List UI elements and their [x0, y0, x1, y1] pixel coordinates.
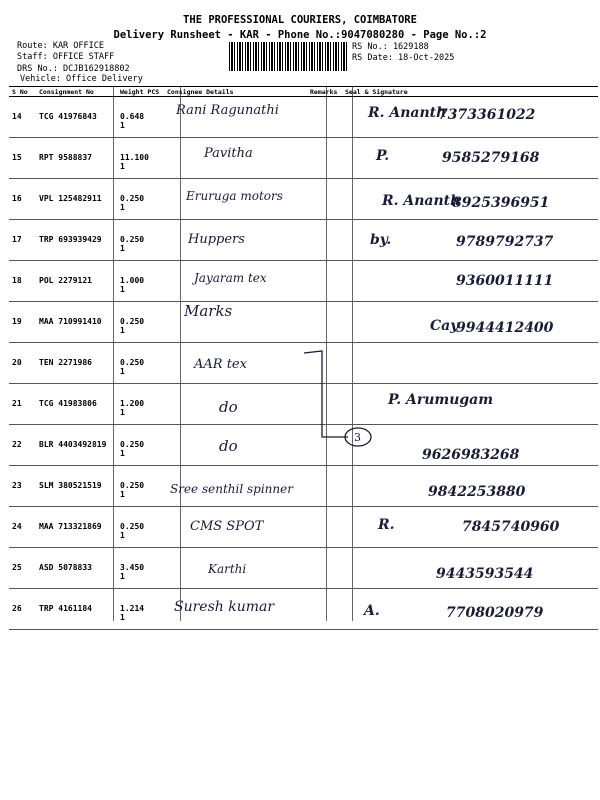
sno-cell: 25: [9, 548, 36, 589]
phone-handwriting: 7708020979: [446, 605, 544, 621]
weight-cell: [117, 220, 164, 261]
signature-cell: [342, 548, 598, 589]
signature-cell: [342, 97, 598, 138]
consignee-cell: [164, 548, 307, 589]
col-consignee: Consignee Details: [164, 87, 307, 97]
phone-handwriting: 7373361022: [438, 107, 536, 123]
bracket-count: 3: [354, 431, 361, 444]
remarks-cell: [307, 507, 342, 548]
sno-cell: 18: [9, 261, 36, 302]
bracket-annotation: [300, 345, 380, 455]
signature-handwriting: A.: [364, 603, 380, 619]
phone-handwriting: 9360011111: [456, 273, 554, 289]
consignee-cell: [164, 343, 307, 384]
remarks-cell: [307, 548, 342, 589]
pcs-value: 1: [120, 121, 125, 130]
sno-cell: 15: [9, 138, 36, 179]
drs-label: DRS No.: DCJB162918802: [17, 64, 130, 74]
consignee-handwriting: CMS SPOT: [190, 519, 264, 534]
sno-cell: 14: [9, 97, 36, 138]
consignee-handwriting: Eruruga motors: [186, 189, 283, 203]
signature-cell: [342, 384, 598, 425]
consignee-cell: [164, 425, 307, 466]
consignment-cell: TRP 4161184: [36, 589, 117, 630]
consignee-handwriting: Sree senthil spinner: [170, 482, 293, 496]
weight-cell: [117, 507, 164, 548]
signature-cell: [342, 466, 598, 507]
signature-cell: [342, 302, 598, 343]
consignment-cell: MAA 710991410: [36, 302, 117, 343]
consignment-cell: MAA 713321869: [36, 507, 117, 548]
signature-cell: [342, 179, 598, 220]
runsheet-title: THE PROFESSIONAL COURIERS, COIMBATORE: [183, 14, 417, 26]
sno-cell: 21: [9, 384, 36, 425]
weight-value: 0.250: [120, 522, 145, 531]
signature-cell: [342, 589, 598, 630]
consignee-cell: [164, 261, 307, 302]
signature-cell: [342, 343, 598, 384]
sno-cell: 17: [9, 220, 36, 261]
phone-handwriting: 9789792737: [456, 234, 554, 250]
signature-cell: [342, 261, 598, 302]
weight-value: 0.250: [120, 481, 145, 490]
table-row: [9, 97, 598, 138]
weight-cell: [117, 589, 164, 630]
weight-cell: [117, 179, 164, 220]
signature-handwriting: R. Ananth: [368, 105, 447, 121]
consignee-cell: [164, 302, 307, 343]
consignee-cell: [164, 97, 307, 138]
weight-value: 0.250: [120, 235, 145, 244]
col-sno: S No: [9, 87, 36, 97]
signature-cell: [342, 220, 598, 261]
weight-value: 1.000: [120, 276, 145, 285]
weight-value: 0.250: [120, 440, 145, 449]
pcs-value: 1: [120, 326, 125, 335]
weight-cell: [117, 138, 164, 179]
consignment-cell: TRP 693939429: [36, 220, 117, 261]
consignee-cell: [164, 384, 307, 425]
weight-cell: [117, 343, 164, 384]
pcs-value: 1: [120, 449, 125, 458]
route-label: Route: KAR OFFICE: [17, 41, 104, 51]
consignee-handwriting: Huppers: [188, 232, 245, 247]
sno-cell: 22: [9, 425, 36, 466]
sno-cell: 16: [9, 179, 36, 220]
signature-handwriting: P. Arumugam: [388, 392, 494, 408]
phone-handwriting: 8925396951: [452, 195, 550, 211]
col-weight: Weight PCS: [117, 87, 164, 97]
phone-handwriting: 9626983268: [422, 447, 520, 463]
table-row: [9, 261, 598, 302]
runsheet-subtitle: Delivery Runsheet - KAR - Phone No.:9047080280 - Page No.:2: [113, 29, 487, 41]
weight-value: 0.250: [120, 317, 145, 326]
remarks-cell: [307, 589, 342, 630]
weight-cell: [117, 548, 164, 589]
weight-cell: [117, 261, 164, 302]
consignee-handwriting: Rani Ragunathi: [176, 103, 279, 118]
weight-cell: [117, 466, 164, 507]
weight-value: 1.200: [120, 399, 145, 408]
pcs-value: 1: [120, 613, 125, 622]
consignment-cell: BLR 4403492819: [36, 425, 117, 466]
rs-number: RS No.: 1629188: [352, 42, 429, 52]
signature-cell: [342, 507, 598, 548]
sno-cell: 26: [9, 589, 36, 630]
phone-handwriting: 7845740960: [462, 519, 560, 535]
weight-cell: [117, 97, 164, 138]
table-row: [9, 507, 598, 548]
remarks-cell: [307, 466, 342, 507]
weight-value: 0.250: [120, 358, 145, 367]
table-row: [9, 302, 598, 343]
staff-label: Staff: OFFICE STAFF: [17, 52, 115, 62]
signature-handwriting: R. Ananth: [382, 193, 461, 209]
sno-cell: 20: [9, 343, 36, 384]
pcs-value: 1: [120, 244, 125, 253]
consignee-handwriting: Karthi: [208, 562, 247, 576]
sno-cell: 24: [9, 507, 36, 548]
consignee-handwriting: do: [219, 437, 238, 455]
remarks-cell: [307, 179, 342, 220]
table-row: [9, 466, 598, 507]
signature-cell: [342, 138, 598, 179]
sno-cell: 19: [9, 302, 36, 343]
consignee-handwriting: do: [219, 398, 238, 416]
signature-handwriting: P.: [376, 148, 390, 164]
phone-handwriting: 9842253880: [428, 484, 526, 500]
pcs-value: 1: [120, 531, 125, 540]
signature-handwriting: by.: [370, 232, 392, 248]
remarks-cell: [307, 97, 342, 138]
table-row: [9, 179, 598, 220]
pcs-value: 1: [120, 408, 125, 417]
phone-handwriting: 9585279168: [442, 150, 540, 166]
consignee-handwriting: Suresh kumar: [174, 599, 275, 615]
weight-value: 1.214: [120, 604, 145, 613]
barcode-image: [229, 42, 347, 71]
signature-handwriting: Cay: [430, 318, 459, 334]
weight-value: 3.450: [120, 563, 145, 572]
table-row: [9, 548, 598, 589]
pcs-value: 1: [120, 572, 125, 581]
consignment-cell: SLM 380521519: [36, 466, 117, 507]
remarks-cell: [307, 302, 342, 343]
pcs-value: 1: [120, 203, 125, 212]
pcs-value: 1: [120, 490, 125, 499]
consignment-cell: ASD 5078833: [36, 548, 117, 589]
pcs-value: 1: [120, 367, 125, 376]
weight-cell: [117, 425, 164, 466]
consignee-cell: [164, 179, 307, 220]
weight-cell: [117, 384, 164, 425]
table-row: [9, 589, 598, 630]
remarks-cell: [307, 138, 342, 179]
pcs-value: 1: [120, 162, 125, 171]
consignment-cell: VPL 125482911: [36, 179, 117, 220]
remarks-cell: [307, 261, 342, 302]
weight-value: 0.250: [120, 194, 145, 203]
consignment-cell: POL 2279121: [36, 261, 117, 302]
consignee-handwriting: Jayaram tex: [194, 271, 267, 285]
col-remarks: Remarks: [307, 87, 342, 97]
weight-value: 11.100: [120, 153, 149, 162]
consignee-handwriting: Marks: [184, 302, 233, 320]
signature-cell: [342, 425, 598, 466]
consignee-handwriting: Pavitha: [204, 146, 253, 161]
table-header-row: [9, 87, 598, 97]
consignment-cell: TEN 2271986: [36, 343, 117, 384]
phone-handwriting: 9443593544: [436, 566, 534, 582]
sno-cell: 23: [9, 466, 36, 507]
remarks-cell: [307, 220, 342, 261]
consignee-cell: [164, 507, 307, 548]
weight-value: 0.648: [120, 112, 145, 121]
consignee-cell: [164, 589, 307, 630]
col-consignment: Consignment No: [36, 87, 117, 97]
rs-date: RS Date: 18-Oct-2025: [352, 53, 455, 63]
col-signature: Seal & Signature: [342, 87, 598, 97]
consignee-handwriting: AAR tex: [194, 357, 247, 372]
phone-handwriting: 9944412400: [456, 320, 554, 336]
vehicle-label: Vehicle: Office Delivery: [20, 74, 143, 84]
consignment-cell: TCG 41983806: [36, 384, 117, 425]
consignee-cell: [164, 220, 307, 261]
weight-cell: [117, 302, 164, 343]
consignee-cell: [164, 138, 307, 179]
consignee-cell: [164, 466, 307, 507]
consignment-cell: RPT 9588837: [36, 138, 117, 179]
table-row: [9, 138, 598, 179]
table-row: [9, 220, 598, 261]
pcs-value: 1: [120, 285, 125, 294]
signature-handwriting: R.: [378, 517, 395, 533]
consignment-cell: TCG 41976843: [36, 97, 117, 138]
